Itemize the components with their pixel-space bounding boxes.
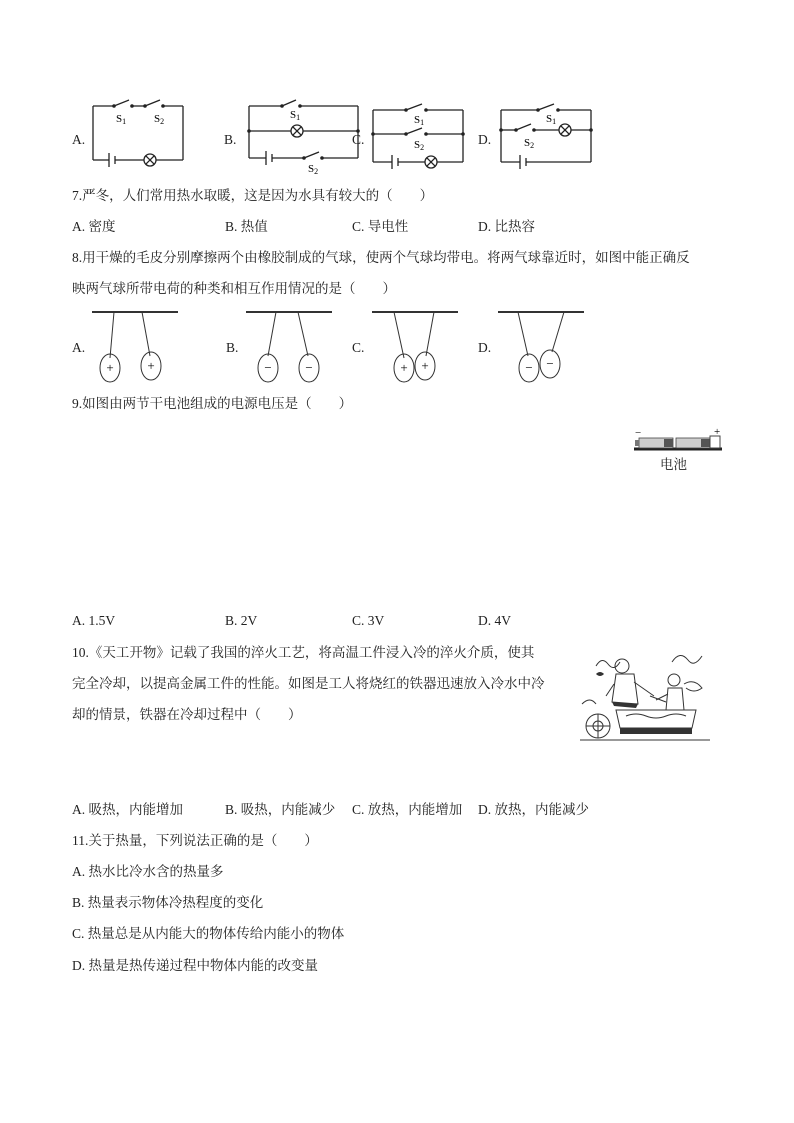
q7-stem: 7.严冬，人们常用热水取暖，这是因为水具有较大的（ ）	[72, 188, 434, 203]
charge-sign: −	[305, 360, 313, 375]
charge-sign: −	[264, 360, 272, 375]
balloon-diagram-b	[246, 308, 336, 388]
q10-stem-line3: 却的情景，铁器在冷却过程中（ ）	[72, 707, 302, 722]
circuit-diagram-d	[498, 100, 598, 170]
charge-sign: −	[546, 356, 554, 371]
switch-label-s1: S1	[290, 109, 301, 122]
q7-option-b: B. 热值	[225, 219, 268, 234]
q11-option-d: D. 热量是热传递过程中物体内能的改变量	[72, 958, 318, 973]
charge-sign: +	[400, 360, 408, 375]
charge-sign: −	[525, 360, 533, 375]
circuit-diagram-a	[90, 102, 190, 166]
q9-stem: 9.如图由两节干电池组成的电源电压是（ ）	[72, 396, 353, 411]
switch-label-s1: S1	[546, 113, 557, 126]
quenching-illustration	[576, 644, 716, 744]
q8-option-b-label: B.	[226, 340, 239, 355]
switch-label-s2: S2	[154, 113, 165, 126]
q10-option-a: A. 吸热，内能增加	[72, 802, 183, 817]
q10-stem-line1: 10.《天工开物》记载了我国的淬火工艺，将高温工件浸入冷的淬火介质，使其	[72, 645, 535, 660]
charge-sign: +	[106, 360, 114, 375]
q9-option-d: D. 4V	[478, 613, 511, 628]
battery-plus-sign: +	[714, 426, 721, 438]
charge-sign: +	[421, 358, 429, 373]
q11-stem: 11.关于热量，下列说法正确的是（ ）	[72, 833, 318, 848]
q7-option-a: A. 密度	[72, 219, 116, 234]
circuit-diagram-b	[246, 100, 366, 176]
switch-label-s1: S1	[414, 114, 425, 127]
charge-sign: +	[147, 358, 155, 373]
q7-option-d: D. 比热容	[478, 219, 535, 234]
q10-stem-line2: 完全冷却，以提高金属工件的性能。如图是工人将烧红的铁器迅速放入冷水中冷	[72, 676, 545, 691]
balloon-diagram-c	[372, 308, 462, 388]
balloon-diagram-a	[92, 308, 182, 388]
q9-option-c: C. 3V	[352, 613, 385, 628]
q8-option-c-label: C.	[352, 340, 365, 355]
q8-option-a-label: A.	[72, 340, 86, 355]
battery-illustration	[634, 426, 724, 452]
q7-option-c: C. 导电性	[352, 219, 409, 234]
q6-option-c-label: C.	[352, 132, 365, 147]
q11-option-b: B. 热量表示物体冷热程度的变化	[72, 895, 264, 910]
switch-label-s1: S1	[116, 113, 127, 126]
q9-option-a: A. 1.5V	[72, 613, 116, 628]
balloon-diagram-d	[498, 308, 588, 388]
q6-option-d-label: D.	[478, 132, 492, 147]
q6-option-b-label: B.	[224, 132, 237, 147]
switch-label-s2: S2	[308, 163, 319, 176]
switch-label-s2: S2	[524, 137, 535, 150]
q6-option-a-label: A.	[72, 132, 86, 147]
battery-caption: 电池	[660, 457, 687, 472]
q11-option-a: A. 热水比冷水含的热量多	[72, 864, 224, 879]
q10-option-d: D. 放热，内能减少	[478, 802, 589, 817]
circuit-diagram-c	[370, 100, 470, 170]
battery-minus-sign: −	[635, 427, 642, 439]
q11-option-c: C. 热量总是从内能大的物体传给内能小的物体	[72, 926, 345, 941]
q8-option-d-label: D.	[478, 340, 492, 355]
q10-option-c: C. 放热，内能增加	[352, 802, 463, 817]
switch-label-s2: S2	[414, 139, 425, 152]
q8-stem-line1: 8.用干燥的毛皮分别摩擦两个由橡胶制成的气球，使两个气球均带电。将两气球靠近时，如图中能正确反	[72, 250, 690, 265]
q10-option-b: B. 吸热，内能减少	[225, 802, 336, 817]
q9-option-b: B. 2V	[225, 613, 258, 628]
q8-stem-line2: 映两气球所带电荷的种类和相互作用情况的是（ ）	[72, 281, 396, 296]
